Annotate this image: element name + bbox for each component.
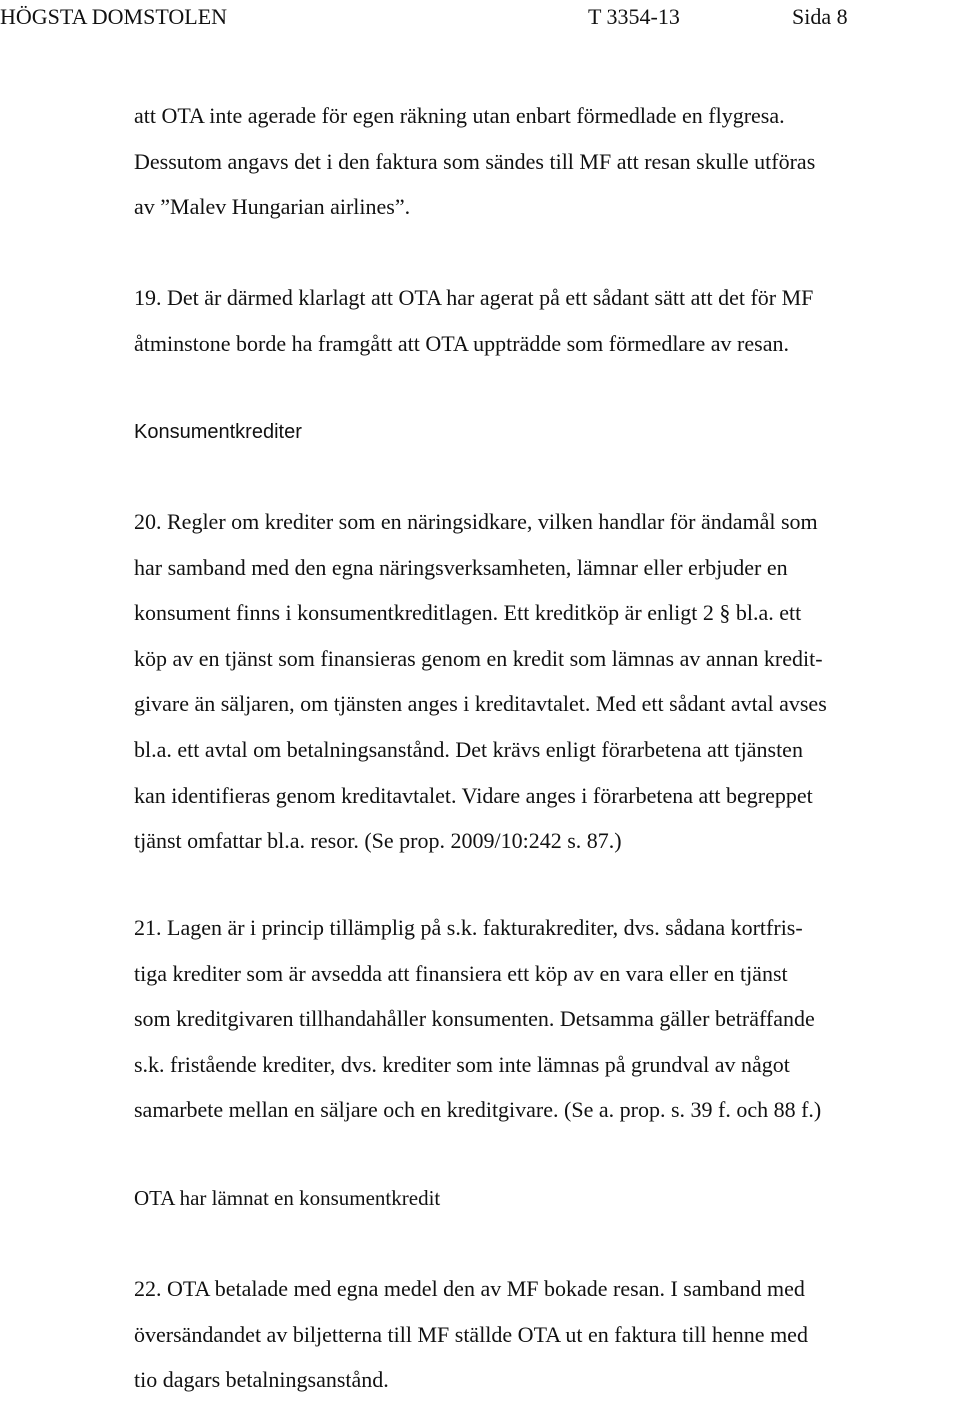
paragraph-21 [134,905,934,1133]
text-line: samarbete mellan en säljare och en kreditgivare. (Se a. prop. s. 39 f. och 88 f.) [134,1097,822,1123]
text-line: 20. Regler om krediter som en näringsidkare, vilken handlar för ändamål som [134,509,818,534]
text-line: åtminstone borde ha framgått att OTA uppträdde som förmedlare av resan. [134,330,789,356]
text-line: kan identifieras genom kreditavtalet. Vidare anges i förarbetena att begreppet [134,782,813,808]
page-number: Sida 8 [792,4,848,29]
text-line: Dessutom angavs det i den faktura som sändes till MF att resan skulle utföras [134,148,816,174]
text-line: 21. Lagen är i princip tillämplig på s.k. fakturakrediter, dvs. sådana kortfris- [134,915,803,940]
text-line: 19. Det är därmed klarlagt att OTA har agerat på ett sådant sätt att det för MF [134,285,814,310]
paragraph-18-continued [134,93,934,230]
text-line: att OTA inte agerade för egen räkning utan enbart förmedlade en flygresa. [134,103,785,128]
case-number: T 3354-13 [588,4,680,29]
text-line: översändandet av biljetterna till MF ställde OTA ut en faktura till henne med [134,1321,808,1347]
paragraph-19 [134,275,934,366]
text-line: givare än säljaren, om tjänsten anges i kreditavtalet. Med ett sådant avtal avses [134,691,827,717]
text-line: köp av en tjänst som finansieras genom en kredit som lämnas av annan kredit- [134,645,823,671]
text-line: av ”Malev Hungarian airlines”. [134,194,411,220]
page-header [0,2,960,32]
paragraph-20 [134,499,934,864]
court-name: HÖGSTA DOMSTOLEN [0,4,228,29]
text-line: s.k. fristående krediter, dvs. krediter som inte lämnas på grundval av något [134,1051,790,1077]
text-line: har samband med den egna näringsverksamheten, lämnar eller erbjuder en [134,554,788,580]
section-heading-ota-konsumentkredit: OTA har lämnat en konsumentkredit [134,1186,441,1210]
text-line: 22. OTA betalade med egna medel den av MF bokade resan. I samband med [134,1276,805,1301]
text-line: konsument finns i konsumentkreditlagen. Ett kreditköp är enligt 2 § bl.a. ett [134,600,802,626]
text-line: tio dagars betalningsanstånd. [134,1367,389,1393]
text-line: tjänst omfattar bl.a. resor. (Se prop. 2009/10:242 s. 87.) [134,828,622,854]
text-line: tiga krediter som är avsedda att finansiera ett köp av en vara eller en tjänst [134,960,788,986]
paragraph-22 [134,1266,934,1403]
text-line: bl.a. ett avtal om betalningsanstånd. Det krävs enligt förarbetena att tjänsten [134,736,803,762]
text-line: som kreditgivaren tillhandahåller konsumenten. Detsamma gäller beträffande [134,1006,815,1032]
section-heading-konsumentkrediter: Konsumentkrediter [134,421,302,443]
